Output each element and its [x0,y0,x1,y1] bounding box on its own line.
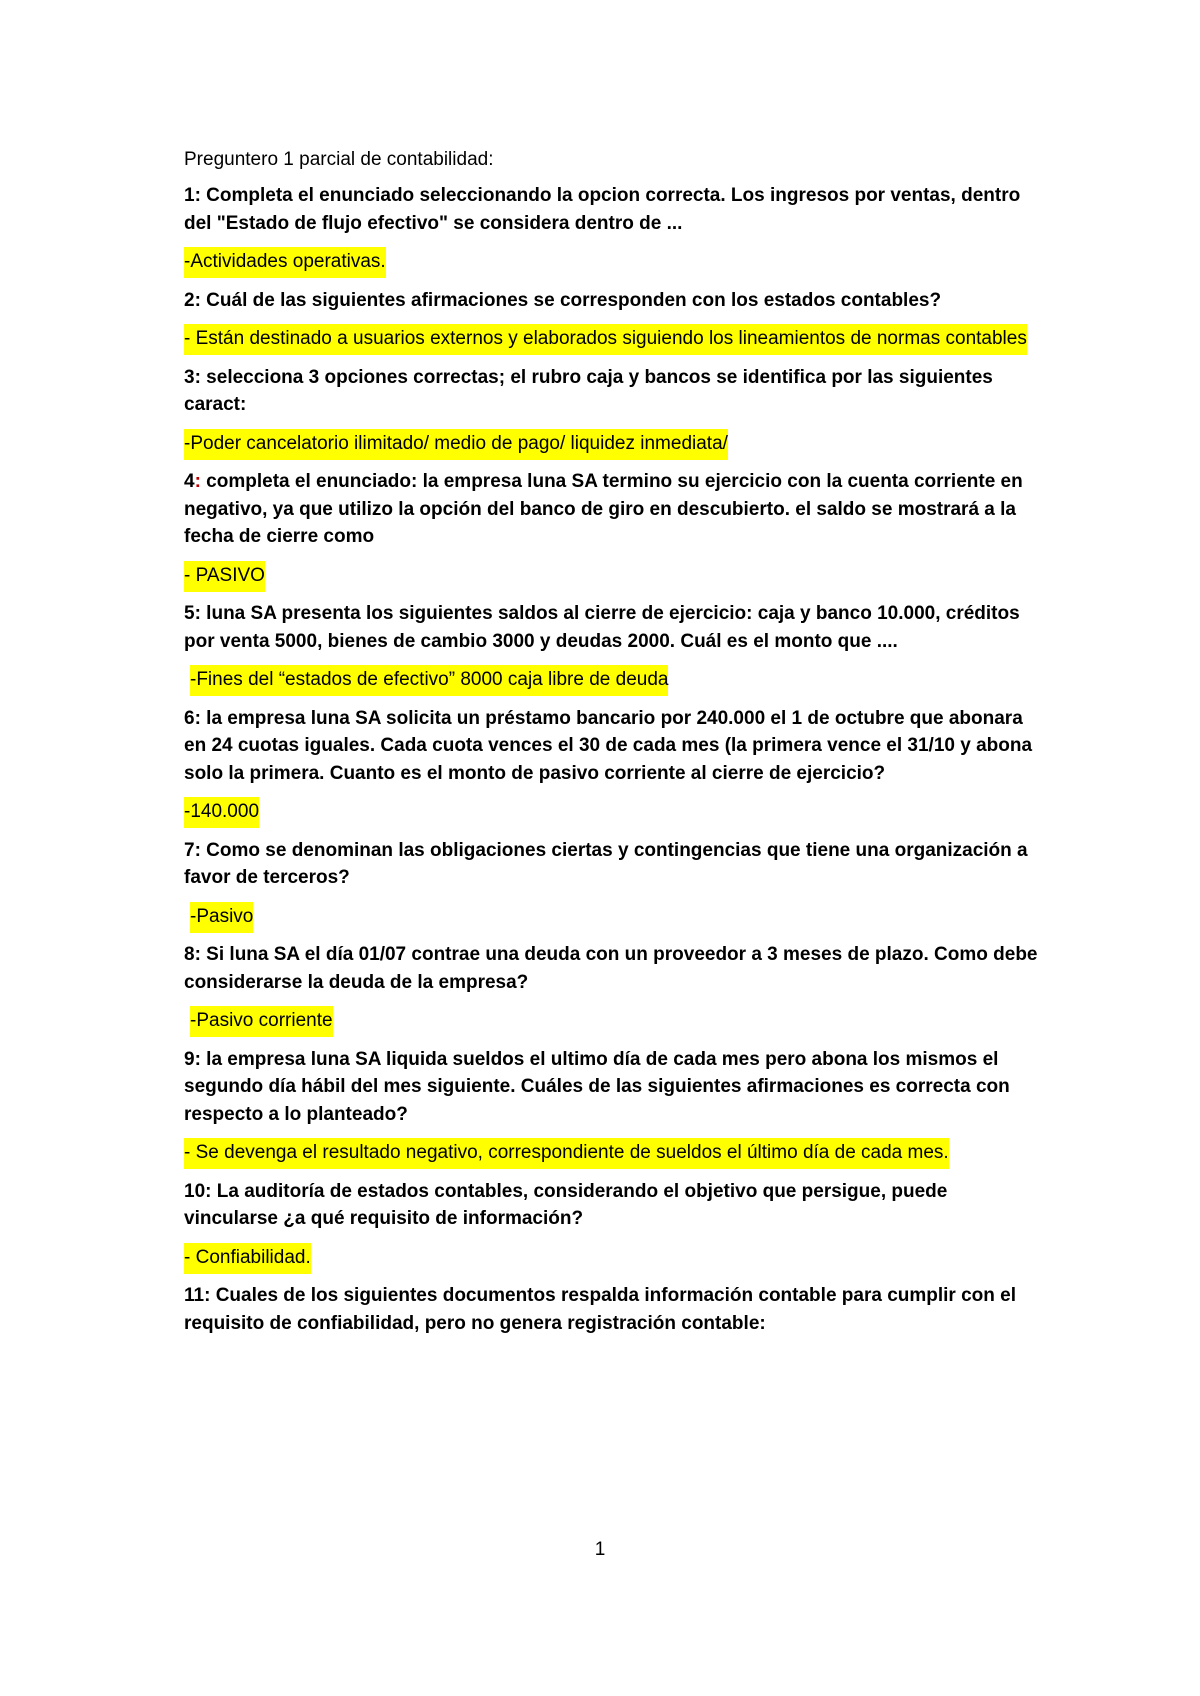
question-text: 11: Cuales de los siguientes documentos respalda información contable para cumplir con el requisito de confiabilidad, pero no genera registración contable: [184,1285,1017,1334]
question-number: 7: [184,839,201,861]
question-number: 2: [184,289,201,311]
question-number: 1: [184,185,201,206]
answer-text [184,562,1044,590]
question-item-3 [184,364,1044,458]
question-number: 8: [184,944,201,965]
question-number: 6: [184,707,201,729]
question-text: 10: La auditoría de estados contables, considerando el objetivo que persigue, puede vincularse ¿a qué requisito de información? [184,1180,948,1229]
question-text: 7: Como se denominan las obligaciones ciertas y contingencias que tiene una organización a favor de terceros? [184,839,1028,888]
answer-highlight: -Pasivo corriente [190,1006,333,1037]
answer-highlight: -Poder cancelatorio ilimitado/ medio de pago/ liquidez inmediata/ [184,429,728,460]
question-item-2 [184,287,1044,353]
answer-highlight: - Están destinado a usuarios externos y elaborados siguiendo los lineamientos de normas contables [184,324,1027,355]
answer-highlight: -140.000 [184,797,259,828]
answer-highlight: - Se devenga el resultado negativo, correspondiente de sueldos el último día de cada mes. [184,1138,949,1169]
question-text: 5: luna SA presenta los siguientes saldos al cierre de ejercicio: caja y banco 10.000, créditos por venta 5000, bienes de cambio 3000 y deudas 2000. Cuál es el monto que .... [184,603,1020,652]
answer-text [184,1244,1044,1272]
answer-text [184,248,1044,276]
document-content [184,146,1044,1348]
answer-highlight: - PASIVO [184,561,265,592]
answer-text [184,666,1044,694]
question-item-11 [184,1282,1044,1337]
question-number: 10: [184,1180,212,1202]
question-number: 9: [184,1048,201,1070]
answer-text [184,1007,1044,1035]
answer-highlight: - Confiabilidad. [184,1243,311,1274]
question-number: 5: [184,603,201,624]
answer-text [184,325,1044,353]
answer-highlight: -Fines del “estados de efectivo” 8000 caja libre de deuda [190,665,668,696]
question-item-4 [184,468,1044,589]
question-item-8 [184,941,1044,1035]
document-title: Preguntero 1 parcial de contabilidad: [184,149,494,170]
page-number: 1 [594,1539,606,1560]
question-item-7 [184,837,1044,931]
answer-highlight: -Actividades operativas. [184,247,386,278]
question-number: 3: [184,366,201,388]
question-item-9 [184,1046,1044,1167]
answer-text [184,1139,1044,1167]
question-text: 8: Si luna SA el día 01/07 contrae una deuda con un proveedor a 3 meses de plazo. Como debe considerarse la deuda de la empresa? [184,944,1038,993]
question-text: 3: selecciona 3 opciones correctas; el rubro caja y bancos se identifica por las siguientes caract: [184,366,993,415]
question-item-1 [184,182,1044,276]
answer-text [184,798,1044,826]
question-text: 2: Cuál de las siguientes afirmaciones se corresponden con los estados contables? [184,289,942,311]
question-text: 4: completa el enunciado: la empresa luna SA termino su ejercicio con la cuenta corriente en negativo, ya que utilizo la opción del banco de giro en descubierto. el saldo se mostrará a la fecha de cierre como [184,471,1023,547]
question-item-10 [184,1178,1044,1272]
question-text: 6: la empresa luna SA solicita un préstamo bancario por 240.000 el 1 de octubre que abonara en 24 cuotas iguales. Cada cuota vences el 30 de cada mes (la primera vence el 31/10 y abona solo la primera. Cuanto es el monto de pasivo corriente al cierre de ejercicio? [184,707,1033,784]
question-item-6 [184,705,1044,826]
question-text: 1: Completa el enunciado seleccionando la opcion correcta. Los ingresos por ventas, dentro del "Estado de flujo efectivo" se considera dentro de ... [184,185,1021,234]
question-item-5 [184,600,1044,694]
answer-text [184,430,1044,458]
answer-text [184,903,1044,931]
question-number: 4: [184,471,201,492]
question-number: 11: [184,1285,211,1306]
answer-highlight: -Pasivo [190,902,253,933]
question-text: 9: la empresa luna SA liquida sueldos el ultimo día de cada mes pero abona los mismos el segundo día hábil del mes siguiente. Cuáles de las siguientes afirmaciones es correcta con respecto a lo planteado? [184,1048,1010,1125]
